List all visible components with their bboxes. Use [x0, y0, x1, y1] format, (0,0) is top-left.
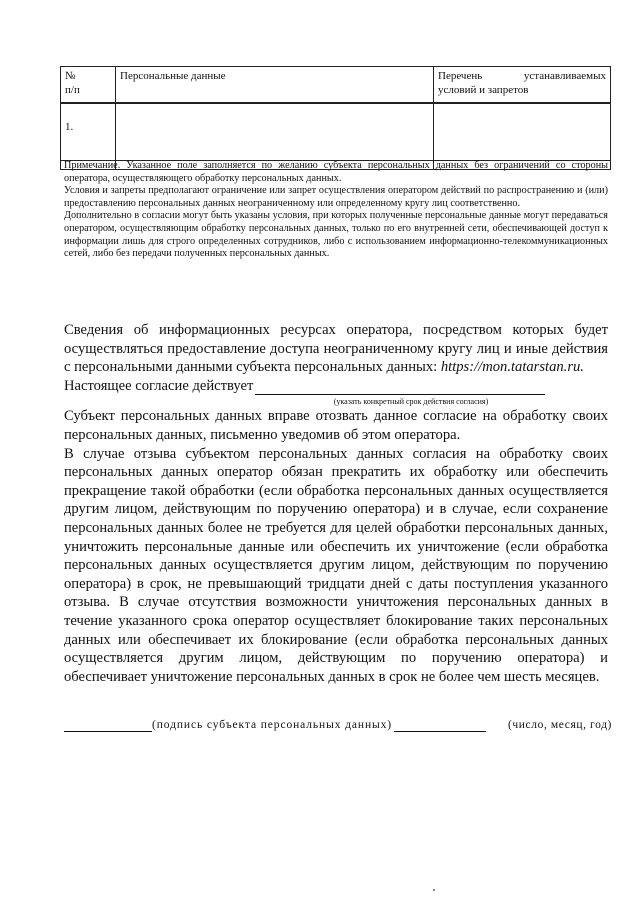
header-personal-data: Персональные данные — [116, 67, 434, 103]
note-2: Условия и запреты предполагают ограничение или запрет осуществления оператором действий по распространению и (или) предоставлению персональных данных неограниченному или определенному кругу лиц соответственно. — [64, 185, 608, 209]
withdrawal-paragraph: В случае отзыва субъектом персональных данных согласия на обработку своих персональных данных оператор обязан прекратить их обработку или обеспечить прекращение такой обработки (если обработка персональных данных осуществляется другим лицом, действующим по поручению оператора) и в случае, если сохранение персональных данных более не требуется для целей обработки персональных данных, уничтожить персональные данные или обеспечить их уничтожение (если обработка персональных данных осуществляется другим лицом, действующим по поручению оператора) в срок, не превышающий тридцати дней с даты поступления указанного отзыва. В случае отсутствия возможности уничтожения персональных данных в течение указанного срока оператор осуществляет блокирование таких персональных данных или обеспечивает их блокирование (если обработка персональных данных осуществляется другим лицом, действующим по поручению оператора) и обеспечивает уничтожение персональных данных в срок не более чем шесть месяцев. — [64, 445, 608, 685]
main-text — [64, 321, 608, 686]
validity-caption: (указать конкретный срок действия согласия) — [333, 397, 489, 407]
revoke-paragraph: Субъект персональных данных вправе отозвать данное согласие на обработку своих персональных данных, письменно уведомив об этом оператора. — [64, 408, 608, 443]
signature-label: (подпись субъекта персональных данных) — [152, 719, 393, 731]
conditions-table — [60, 66, 611, 170]
validity-blank-line[interactable] — [255, 380, 545, 395]
table-row — [61, 104, 611, 161]
signature-blank[interactable] — [64, 719, 152, 732]
date-label: (число, месяц, год) — [507, 719, 612, 731]
row-conditions — [434, 104, 611, 161]
scan-speck — [433, 889, 435, 891]
resources-url: https://mon.tatarstan.ru. — [440, 359, 584, 376]
notes-block — [64, 160, 608, 261]
header-num: № п/п — [61, 67, 116, 103]
signature-line — [64, 718, 612, 732]
resources-paragraph: Сведения об информационных ресурсах оператора, посредством которых будет осуществляться предоставление доступа неограниченному кругу лиц и иные действия с персональными данными субъекта персональных данных: https://mon.tatarstan.ru. — [64, 322, 608, 376]
note-1: Примечание. Указанное поле заполняется по желанию субъекта персональных данных без ограничений со стороны оператора, осуществляющего обработку персональных данных. — [64, 160, 608, 184]
date-blank[interactable] — [394, 719, 486, 732]
row-num: 1. — [61, 104, 116, 161]
header-conditions: Перечень устанавливаемых условий и запретов — [434, 67, 611, 103]
validity-row — [64, 377, 608, 396]
note-3: Дополнительно в согласии могут быть указаны условия, при которых полученные персональные данные могут передаваться оператором, осуществляющим обработку персональных данных, только по его внутренней сети, обеспечивающей доступ к информации лишь для строго определенных сотрудников, либо с использованием информационно-телекоммуникационных сетей, либо без передачи полученных персональных данных. — [64, 210, 608, 260]
validity-label: Настоящее согласие действует — [64, 377, 254, 394]
table-header-row — [61, 67, 611, 103]
row-data — [116, 104, 434, 161]
